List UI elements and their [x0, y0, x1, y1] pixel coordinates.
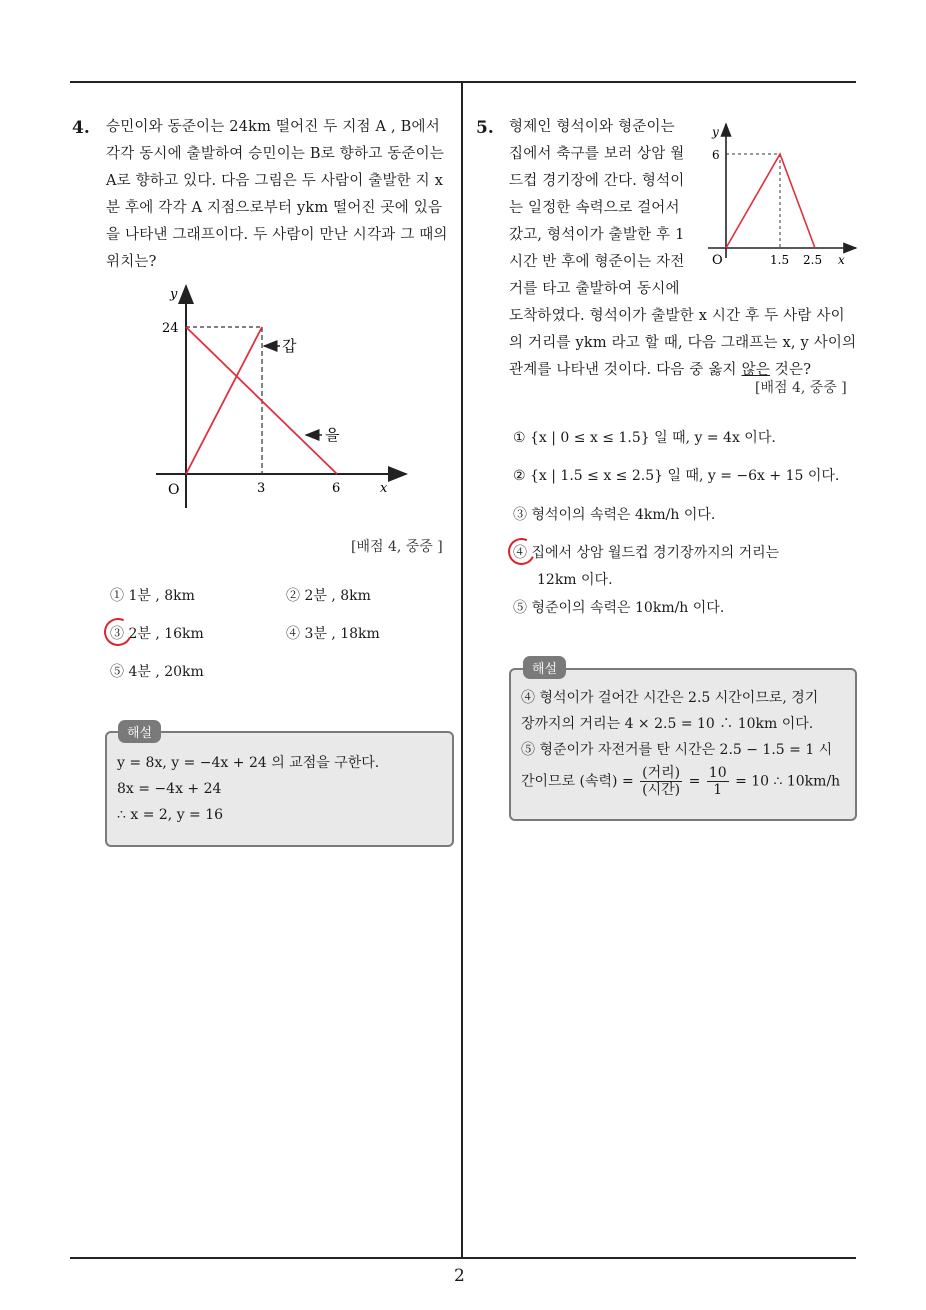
q4-expl-line: y = 8x, y = −4x + 24 의 교점을 구한다. — [117, 755, 380, 771]
q5-number: 5. — [476, 118, 494, 138]
q5-expl-post: = 10 ∴ 10km/h — [735, 773, 841, 790]
q4-line: 승민이와 동준이는 24km 떨어진 두 지점 A , B에서 — [106, 119, 440, 135]
fraction-denominator: 1 — [713, 782, 723, 798]
q4-line: A로 향하고 있다. 다음 그림은 두 사람이 출발한 지 x — [106, 173, 444, 189]
q4-graph — [150, 280, 420, 515]
q5-text-narrow — [509, 114, 699, 303]
fraction-numerator: 10 — [708, 765, 727, 781]
page-number: 2 — [454, 1266, 465, 1286]
column-divider — [461, 81, 463, 1259]
q5-fraction-value — [707, 765, 729, 798]
q5-y-label: y — [712, 125, 719, 139]
fraction-denominator: (시간) — [642, 782, 681, 798]
q4-expl-line: ∴ x = 2, y = 16 — [117, 807, 224, 823]
q4-line: 분 후에 각각 A 지점으로부터 ykm 떨어진 곳에 있음 — [106, 200, 443, 216]
q5-x-tick-25: 2.5 — [803, 253, 823, 267]
q4-choice-4[interactable]: ④ 3분 , 18km — [286, 626, 380, 642]
q5-origin: O — [712, 253, 723, 268]
q4-choice-2[interactable]: ② 2분 , 8km — [286, 588, 371, 604]
q5-y-tick-6: 6 — [712, 148, 720, 162]
q4-label-gap: 갑 — [282, 337, 297, 355]
q4-expl-line: 8x = −4x + 24 — [117, 781, 222, 797]
q4-number: 4. — [72, 118, 90, 138]
q5-score: [배점 4, 중중 ] — [755, 380, 847, 396]
q5-choice-4-cont: 12km 이다. — [537, 572, 613, 588]
q5-distance-line — [726, 154, 815, 248]
q5-line: 형제인 형석이와 형준이는 — [509, 119, 675, 135]
q5-line: 갔고, 형석이가 출발한 후 1 — [509, 227, 685, 243]
q5-fraction-speed — [640, 765, 682, 798]
q4-y-tick-24: 24 — [162, 321, 179, 336]
bottom-rule — [70, 1257, 856, 1259]
q5-choice-1[interactable]: ① {x | 0 ≤ x ≤ 1.5} 일 때, y = 4x 이다. — [513, 430, 776, 446]
q4-y-label: y — [170, 287, 178, 302]
q4-line: 각각 동시에 출발하여 승민이는 B로 향하고 동준이는 — [106, 146, 445, 162]
q5-last-pre: 관계를 나타낸 것이다. 다음 중 옳지 — [509, 362, 742, 378]
q5-line: 집에서 축구를 보러 상암 월 — [509, 146, 685, 162]
q5-answer-mark — [504, 534, 539, 569]
q5-choice-3[interactable]: ③ 형석이의 속력은 4km/h 이다. — [513, 507, 716, 523]
q5-line: 시간 반 후에 형준이는 자전 — [509, 254, 685, 270]
q5-line: 드컵 경기장에 간다. 형석이 — [509, 173, 685, 189]
q5-graph — [702, 118, 862, 268]
q4-origin: O — [168, 482, 180, 498]
q5-choice-2[interactable]: ② {x | 1.5 ≤ x ≤ 2.5} 일 때, y = −6x + 15 이다. — [513, 468, 840, 484]
q5-expl-line-fraction — [521, 765, 851, 798]
q4-x-label: x — [380, 481, 388, 496]
q5-explanation-text — [521, 685, 851, 798]
q5-line: 거를 타고 출발하여 동시에 — [509, 281, 680, 297]
q5-expl-line: ⑤ 형준이가 자전거를 탄 시간은 2.5 − 1.5 = 1 시 — [521, 742, 833, 758]
q4-choice-3[interactable]: ③ 2분 , 16km — [110, 626, 204, 642]
q4-choice-5[interactable]: ⑤ 4분 , 20km — [110, 664, 204, 680]
q5-expl-eq: = — [688, 773, 701, 790]
q5-text-wide — [509, 303, 859, 384]
q4-line-gap — [186, 327, 262, 474]
q5-last-underline: 않은 — [741, 362, 770, 378]
q4-answer-mark — [100, 614, 136, 650]
q5-x-label: x — [838, 253, 845, 267]
top-rule — [70, 81, 856, 83]
q5-line: 는 일정한 속력으로 걸어서 — [509, 200, 680, 216]
q5-expl-pre: 간이므로 (속력) = — [521, 773, 634, 790]
q5-explanation-tab: 해설 — [523, 656, 566, 679]
q4-explanation-tab: 해설 — [118, 720, 161, 743]
q4-text — [106, 114, 456, 276]
q5-line: 도착하였다. 형석이가 출발한 x 시간 후 두 사람 사이 — [509, 308, 845, 324]
q5-choice-5[interactable]: ⑤ 형준이의 속력은 10km/h 이다. — [513, 600, 725, 616]
q4-line: 위치는? — [106, 254, 157, 270]
q4-choice-1[interactable]: ① 1분 , 8km — [110, 588, 195, 604]
q5-expl-line: ④ 형석이가 걸어간 시간은 2.5 시간이므로, 경기 — [521, 690, 819, 706]
q4-score: [배점 4, 중중 ] — [351, 539, 443, 555]
q5-x-tick-15: 1.5 — [770, 253, 790, 267]
q4-x-tick-3: 3 — [257, 481, 266, 496]
q4-label-eul: 을 — [325, 426, 340, 444]
q5-expl-line: 장까지의 거리는 4 × 2.5 = 10 ∴ 10km 이다. — [521, 716, 814, 732]
q5-choice-4[interactable]: ④ 집에서 상암 월드컵 경기장까지의 거리는 — [513, 545, 780, 561]
q4-line: 을 나타낸 그래프이다. 두 사람이 만난 시각과 그 때의 — [106, 227, 448, 243]
q5-line: 의 거리를 ykm 라고 할 때, 다음 그래프는 x, y 사이의 — [509, 335, 857, 351]
q4-explanation-text — [117, 750, 447, 828]
q5-last-post: 것은? — [769, 362, 812, 378]
q4-x-tick-6: 6 — [332, 481, 341, 496]
fraction-numerator: (거리) — [642, 765, 681, 781]
